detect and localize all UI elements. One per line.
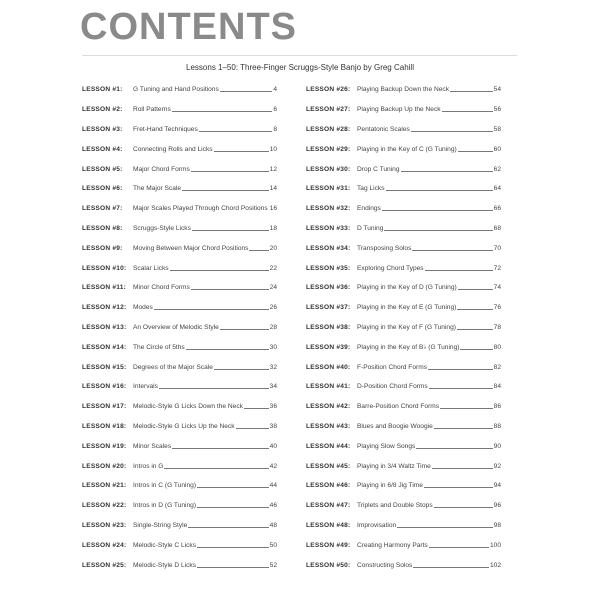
page-number: 74 — [493, 284, 501, 292]
dot-leader — [460, 345, 492, 350]
page-number: 56 — [493, 106, 501, 114]
lesson-number: LESSON #40: — [306, 363, 351, 371]
dot-leader — [412, 246, 492, 251]
dot-leader — [197, 563, 269, 568]
page-number: 88 — [493, 422, 501, 430]
toc-entry[interactable] — [82, 298, 277, 318]
lesson-title: D Tuning — [357, 224, 384, 232]
lesson-number: LESSON #1: — [82, 86, 123, 94]
dot-leader — [425, 266, 493, 271]
lesson-number: LESSON #29: — [306, 145, 351, 153]
page-number: 8 — [273, 125, 277, 133]
lesson-number: LESSON #31: — [306, 185, 351, 193]
page-number: 94 — [493, 482, 501, 490]
lesson-title: Moving Between Major Chord Positions — [133, 244, 249, 252]
page-number: 40 — [269, 442, 277, 450]
page-number: 90 — [493, 442, 501, 450]
lesson-number: LESSON #11: — [82, 284, 126, 292]
lesson-number: LESSON #50: — [306, 561, 351, 569]
lesson-number: LESSON #7: — [82, 205, 123, 213]
lesson-title: Roll Patterns — [133, 106, 171, 114]
dot-leader — [154, 305, 269, 310]
toc-entry[interactable] — [82, 219, 277, 239]
toc-entry[interactable] — [82, 456, 277, 476]
toc-entry[interactable] — [306, 258, 501, 278]
lesson-number: LESSON #44: — [306, 442, 351, 450]
lesson-title: Playing in the Key of E (G Tuning) — [357, 304, 457, 312]
toc-entry[interactable] — [82, 555, 277, 575]
lesson-number: LESSON #2: — [82, 106, 123, 114]
lesson-number: LESSON #4: — [82, 145, 123, 153]
lesson-title: Playing in the Key of F (G Tuning) — [357, 323, 456, 331]
lesson-number: LESSON #34: — [306, 244, 351, 252]
lesson-number: LESSON #24: — [82, 541, 127, 549]
lesson-number: LESSON #37: — [306, 304, 351, 312]
contents-column-left — [82, 80, 277, 575]
lesson-title: Barre-Position Chord Forms — [357, 403, 440, 411]
lesson-number: LESSON #23: — [82, 521, 127, 529]
page-number: 10 — [269, 145, 277, 153]
lesson-number: LESSON #26: — [306, 86, 351, 94]
dot-leader — [458, 285, 493, 290]
contents-column-right — [306, 80, 501, 575]
toc-entry[interactable] — [82, 80, 277, 100]
lesson-title: Transposing Solos — [357, 244, 412, 252]
page-number: 98 — [493, 521, 501, 529]
lesson-number: LESSON #9: — [82, 244, 123, 252]
toc-entry[interactable] — [306, 298, 501, 318]
lesson-number: LESSON #16: — [82, 383, 127, 391]
dot-leader — [249, 246, 268, 251]
lesson-title: The Major Scale — [133, 185, 182, 193]
dot-leader — [413, 563, 489, 568]
dot-leader — [214, 365, 269, 370]
lesson-number: LESSON #25: — [82, 561, 127, 569]
toc-entry[interactable] — [306, 219, 501, 239]
lesson-number: LESSON #12: — [82, 304, 127, 312]
toc-entry[interactable] — [306, 357, 501, 377]
lesson-title: Scalar Licks — [133, 264, 169, 272]
toc-entry[interactable] — [306, 278, 501, 298]
lesson-title: Constructing Solos — [357, 561, 413, 569]
toc-entry[interactable] — [82, 476, 277, 496]
lesson-title: Playing Backup Down the Neck — [357, 86, 449, 94]
lesson-number: LESSON #3: — [82, 125, 123, 133]
page-number: 68 — [493, 224, 501, 232]
toc-entry[interactable] — [82, 278, 277, 298]
lesson-number: LESSON #27: — [306, 106, 351, 114]
toc-entry[interactable] — [306, 337, 501, 357]
toc-entry[interactable] — [82, 179, 277, 199]
page-number: 92 — [493, 462, 501, 470]
dot-leader — [458, 147, 493, 152]
page-number: 58 — [493, 125, 501, 133]
lesson-number: LESSON #41: — [306, 383, 351, 391]
dot-leader — [434, 424, 493, 429]
dot-leader — [220, 87, 273, 92]
lesson-number: LESSON #8: — [82, 224, 123, 232]
lesson-number: LESSON #43: — [306, 422, 351, 430]
lesson-number: LESSON #49: — [306, 541, 351, 549]
dot-leader — [182, 186, 269, 191]
page-number: 4 — [273, 86, 277, 94]
lesson-title: The Circle of 5ths — [133, 343, 185, 351]
lesson-number: LESSON #28: — [306, 125, 351, 133]
lesson-number: LESSON #22: — [82, 502, 127, 510]
toc-entry[interactable] — [82, 436, 277, 456]
dot-leader — [429, 543, 489, 548]
lesson-title: Tag Licks — [357, 185, 385, 193]
lesson-title: Connecting Rolls and Licks — [133, 145, 213, 153]
lesson-title: Minor Scales — [133, 442, 172, 450]
toc-entry[interactable] — [306, 397, 501, 417]
page-number: 14 — [269, 185, 277, 193]
lesson-title: Melodic-Style G Licks Up the Neck — [133, 422, 235, 430]
lesson-title: Improvisation — [357, 521, 397, 529]
dot-leader — [191, 285, 269, 290]
lesson-number: LESSON #18: — [82, 422, 127, 430]
lesson-title: Melodic-Style C Licks — [133, 541, 197, 549]
lesson-title: Major Chord Forms — [133, 165, 190, 173]
page-number: 28 — [269, 323, 277, 331]
lesson-title: Playing in the Key of B♭ (G Tuning) — [357, 344, 460, 352]
page-number: 82 — [493, 363, 501, 371]
lesson-number: LESSON #48: — [306, 521, 351, 529]
page-number: 84 — [493, 383, 501, 391]
dot-leader — [214, 147, 269, 152]
page-number: 50 — [269, 541, 277, 549]
page-number: 22 — [269, 264, 277, 272]
toc-entry[interactable] — [82, 100, 277, 120]
lesson-number: LESSON #15: — [82, 363, 127, 371]
page-number: 86 — [493, 403, 501, 411]
toc-entry[interactable] — [82, 139, 277, 159]
dot-leader — [197, 543, 269, 548]
toc-entry[interactable] — [306, 516, 501, 536]
dot-leader — [432, 464, 493, 469]
page-number: 18 — [269, 224, 277, 232]
dot-leader — [236, 424, 269, 429]
page-number: 36 — [269, 403, 277, 411]
toc-entry[interactable] — [82, 159, 277, 179]
dot-leader — [170, 266, 269, 271]
lesson-title: Playing in the Key of D (G Tuning) — [357, 284, 457, 292]
toc-entry[interactable] — [82, 357, 277, 377]
dot-leader — [172, 444, 269, 449]
dot-leader — [457, 325, 493, 330]
lesson-title: Drop C Tuning — [357, 165, 400, 173]
dot-leader — [450, 87, 493, 92]
lesson-number: LESSON #47: — [306, 502, 351, 510]
page-number: 72 — [493, 264, 501, 272]
lesson-title: Intervals — [133, 383, 158, 391]
toc-entry[interactable] — [306, 139, 501, 159]
lesson-title: Endings — [357, 205, 381, 213]
page-title: CONTENTS — [80, 6, 297, 48]
page-number: 44 — [269, 482, 277, 490]
page-number: 26 — [269, 304, 277, 312]
page-number: 12 — [269, 165, 277, 173]
page-number: 102 — [489, 561, 501, 569]
dot-leader — [401, 167, 493, 172]
lesson-title: Pentatonic Scales — [357, 125, 410, 133]
lesson-title: Scruggs-Style Licks — [133, 224, 191, 232]
dot-leader — [457, 305, 492, 310]
lesson-title: Degrees of the Major Scale — [133, 363, 213, 371]
lesson-title: Modes — [133, 304, 153, 312]
page-number: 76 — [493, 304, 501, 312]
dot-leader — [384, 226, 492, 231]
lesson-title: Playing in 6/8 Jig Time — [357, 482, 423, 490]
page-number: 6 — [273, 106, 277, 114]
lesson-number: LESSON #20: — [82, 462, 127, 470]
page-number: 96 — [493, 502, 501, 510]
page-number: 52 — [269, 561, 277, 569]
toc-entry[interactable] — [82, 377, 277, 397]
lesson-title: Triplets and Double Stops — [357, 502, 433, 510]
dot-leader — [220, 325, 269, 330]
dot-leader — [397, 523, 492, 528]
page-number: 24 — [269, 284, 277, 292]
lesson-title: G Tuning and Hand Positions — [133, 86, 219, 94]
lesson-number: LESSON #19: — [82, 442, 127, 450]
dot-leader — [197, 503, 269, 508]
page-number: 42 — [269, 462, 277, 470]
dot-leader — [411, 127, 493, 132]
toc-entry[interactable] — [306, 535, 501, 555]
toc-entry[interactable] — [82, 496, 277, 516]
page-number: 54 — [493, 86, 501, 94]
toc-entry[interactable] — [82, 417, 277, 437]
page-number: 66 — [493, 205, 501, 213]
toc-entry[interactable] — [306, 417, 501, 437]
lesson-title: Playing Slow Songs — [357, 442, 416, 450]
dot-leader — [416, 444, 492, 449]
page-number: 30 — [269, 343, 277, 351]
dot-leader — [386, 186, 493, 191]
page-number: 64 — [493, 185, 501, 193]
dot-leader — [191, 167, 269, 172]
toc-entry[interactable] — [306, 100, 501, 120]
toc-entry[interactable] — [82, 318, 277, 338]
toc-entry[interactable] — [306, 159, 501, 179]
lesson-number: LESSON #33: — [306, 224, 351, 232]
toc-entry[interactable] — [82, 535, 277, 555]
toc-entry[interactable] — [306, 377, 501, 397]
toc-entry[interactable] — [306, 318, 501, 338]
page-number: 32 — [269, 363, 277, 371]
toc-entry[interactable] — [306, 496, 501, 516]
dot-leader — [186, 345, 269, 350]
lesson-number: LESSON #30: — [306, 165, 351, 173]
page-number: 60 — [493, 145, 501, 153]
page-number: 46 — [269, 502, 277, 510]
lesson-title: Melodic-Style D Licks — [133, 561, 197, 569]
lesson-title: Single-String Style — [133, 521, 188, 529]
dot-leader — [159, 384, 269, 389]
lesson-number: LESSON #42: — [306, 403, 351, 411]
page-number: 48 — [269, 521, 277, 529]
dot-leader — [172, 107, 273, 112]
lesson-title: Fret-Hand Techniques — [133, 125, 198, 133]
toc-entry[interactable] — [82, 516, 277, 536]
lesson-title: Intros in D (G Tuning) — [133, 502, 197, 510]
lesson-title: Exploring Chord Types — [357, 264, 424, 272]
lesson-title: Playing in 3/4 Waltz Time — [357, 462, 431, 470]
dot-leader — [424, 483, 493, 488]
dot-leader — [382, 206, 493, 211]
dot-leader — [199, 127, 273, 132]
page-number: 20 — [269, 244, 277, 252]
lesson-title: Melodic-Style G Licks Down the Neck — [133, 403, 243, 411]
dot-leader — [192, 226, 269, 231]
toc-entry[interactable] — [306, 476, 501, 496]
lesson-title: Intros in C (G Tuning) — [133, 482, 197, 490]
dot-leader — [244, 404, 269, 409]
header-divider — [82, 55, 517, 56]
lesson-title: Intros in G — [133, 462, 164, 470]
lesson-number: LESSON #46: — [306, 482, 351, 490]
dot-leader — [442, 107, 493, 112]
page-number: 70 — [493, 244, 501, 252]
toc-entry[interactable] — [82, 238, 277, 258]
lesson-number: LESSON #17: — [82, 403, 127, 411]
lesson-title: Playing Backup Up the Neck — [357, 106, 441, 114]
dot-leader — [428, 365, 493, 370]
subtitle: Lessons 1–50: Three-Finger Scruggs-Style Banjo by Greg Cahill — [186, 63, 414, 72]
lesson-title: Blues and Boogie Woogie — [357, 422, 433, 430]
lesson-number: LESSON #32: — [306, 205, 351, 213]
dot-leader — [434, 503, 493, 508]
dot-leader — [197, 483, 269, 488]
lesson-number: LESSON #36: — [306, 284, 351, 292]
toc-entry[interactable] — [306, 199, 501, 219]
lesson-title: Minor Chord Forms — [133, 284, 190, 292]
lesson-number: LESSON #5: — [82, 165, 123, 173]
toc-entry[interactable] — [306, 456, 501, 476]
lesson-title: An Overview of Melodic Style — [133, 323, 219, 331]
lesson-number: LESSON #6: — [82, 185, 123, 193]
toc-entry[interactable] — [306, 120, 501, 140]
dot-leader — [164, 464, 268, 469]
toc-entry[interactable] — [82, 120, 277, 140]
lesson-title: Playing in the Key of C (G Tuning) — [357, 145, 457, 153]
lesson-title: Creating Harmony Parts — [357, 541, 428, 549]
lesson-number: LESSON #45: — [306, 462, 351, 470]
dot-leader — [440, 404, 493, 409]
lesson-number: LESSON #14: — [82, 343, 127, 351]
page-number: 38 — [269, 422, 277, 430]
toc-entry[interactable] — [306, 436, 501, 456]
dot-leader — [429, 384, 493, 389]
toc-entry[interactable] — [306, 179, 501, 199]
page-number: 80 — [493, 343, 501, 351]
lesson-title: F-Position Chord Forms — [357, 363, 427, 371]
page-number: 16 — [269, 205, 277, 213]
lesson-number: LESSON #39: — [306, 343, 351, 351]
dot-leader — [188, 523, 268, 528]
toc-entry[interactable] — [306, 555, 501, 575]
page-number: 62 — [493, 165, 501, 173]
page-number: 100 — [489, 541, 501, 549]
lesson-number: LESSON #35: — [306, 264, 351, 272]
toc-entry[interactable] — [306, 80, 501, 100]
page-number: 78 — [493, 323, 501, 331]
page-number: 34 — [269, 383, 277, 391]
toc-entry[interactable] — [82, 258, 277, 278]
lesson-number: LESSON #10: — [82, 264, 127, 272]
lesson-number: LESSON #38: — [306, 323, 351, 331]
toc-entry[interactable] — [82, 397, 277, 417]
lesson-title: D-Position Chord Forms — [357, 383, 428, 391]
lesson-number: LESSON #13: — [82, 323, 127, 331]
lesson-number: LESSON #21: — [82, 482, 127, 490]
lesson-title: Major Scales Played Through Chord Positions — [132, 205, 268, 213]
toc-entry[interactable] — [306, 238, 501, 258]
toc-entry[interactable] — [82, 337, 277, 357]
toc-entry[interactable] — [82, 199, 277, 219]
